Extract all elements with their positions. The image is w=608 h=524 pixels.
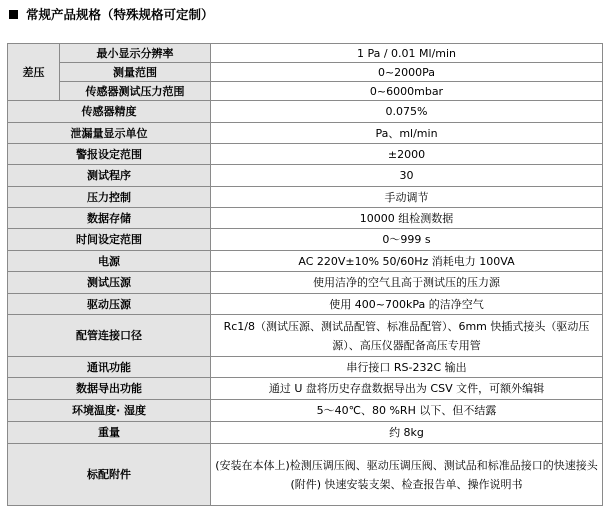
row-label: 警报设定范围 bbox=[8, 144, 211, 165]
table-row bbox=[8, 400, 603, 422]
row-value: 使用洁净的空气且高于测试压的压力源 bbox=[211, 272, 603, 294]
table-row bbox=[8, 422, 603, 444]
table-row bbox=[8, 82, 603, 101]
table-row bbox=[8, 251, 603, 272]
table-row bbox=[8, 165, 603, 187]
row-label: 最小显示分辨率 bbox=[60, 44, 211, 63]
row-label: 传感器测试压力范围 bbox=[60, 82, 211, 101]
row-value: 0～999 s bbox=[211, 229, 603, 251]
table-row bbox=[8, 272, 603, 294]
row-label: 测量范围 bbox=[60, 63, 211, 82]
row-value: 1 Pa / 0.01 Ml/min bbox=[211, 44, 603, 63]
row-value: Pa、ml/min bbox=[211, 123, 603, 144]
table-row bbox=[8, 123, 603, 144]
row-value: 10000 组检测数据 bbox=[211, 208, 603, 229]
row-value: (安装在本体上)检测压调压阀、驱动压调压阀、测试品和标准品接口的快速接头 (附件) 快速安装支架、检查报告单、操作说明书 bbox=[211, 444, 603, 506]
row-value: Rc1/8（测试压源、测试品配管、标准品配管）、6mm 快插式接头（驱动压源）、高压仪器配备高压专用管 bbox=[211, 315, 603, 357]
table-row bbox=[8, 315, 603, 357]
section-title: 常规产品规格（特殊规格可定制） bbox=[26, 7, 214, 22]
table-row bbox=[8, 208, 603, 229]
row-value: 约 8kg bbox=[211, 422, 603, 444]
row-label: 时间设定范围 bbox=[8, 229, 211, 251]
row-value: 通过 U 盘将历史存盘数据导出为 CSV 文件，可额外编辑 bbox=[211, 378, 603, 400]
row-label: 压力控制 bbox=[8, 187, 211, 208]
spec-table bbox=[7, 43, 603, 506]
row-label: 电源 bbox=[8, 251, 211, 272]
row-value: 0~2000Pa bbox=[211, 63, 603, 82]
table-row bbox=[8, 44, 603, 63]
row-label: 通讯功能 bbox=[8, 357, 211, 378]
table-row bbox=[8, 63, 603, 82]
table-row bbox=[8, 101, 603, 123]
row-value: 30 bbox=[211, 165, 603, 187]
row-value: 5～40℃、80 %RH 以下、但不结露 bbox=[211, 400, 603, 422]
table-row bbox=[8, 357, 603, 378]
row-label: 数据存储 bbox=[8, 208, 211, 229]
table-row bbox=[8, 378, 603, 400]
table-row bbox=[8, 144, 603, 165]
row-value: 0~6000mbar bbox=[211, 82, 603, 101]
square-bullet-icon bbox=[9, 10, 18, 19]
table-row bbox=[8, 294, 603, 315]
row-value: AC 220V±10% 50/60Hz 消耗电力 100VA bbox=[211, 251, 603, 272]
table-row bbox=[8, 444, 603, 506]
section-heading bbox=[9, 4, 214, 24]
row-label: 传感器精度 bbox=[8, 101, 211, 123]
row-label: 测试压源 bbox=[8, 272, 211, 294]
row-label: 驱动压源 bbox=[8, 294, 211, 315]
row-value: ±2000 bbox=[211, 144, 603, 165]
row-label: 测试程序 bbox=[8, 165, 211, 187]
row-value: 串行接口 RS-232C 输出 bbox=[211, 357, 603, 378]
table-row bbox=[8, 187, 603, 208]
row-label: 配管连接口径 bbox=[8, 315, 211, 357]
row-label: 环境温度· 湿度 bbox=[8, 400, 211, 422]
row-label: 重量 bbox=[8, 422, 211, 444]
row-label: 泄漏量显示单位 bbox=[8, 123, 211, 144]
row-label: 标配附件 bbox=[8, 444, 211, 506]
row-value: 使用 400~700kPa 的洁净空气 bbox=[211, 294, 603, 315]
table-row bbox=[8, 229, 603, 251]
group-label: 差压 bbox=[8, 44, 60, 101]
row-value: 0.075% bbox=[211, 101, 603, 123]
row-label: 数据导出功能 bbox=[8, 378, 211, 400]
row-value: 手动调节 bbox=[211, 187, 603, 208]
